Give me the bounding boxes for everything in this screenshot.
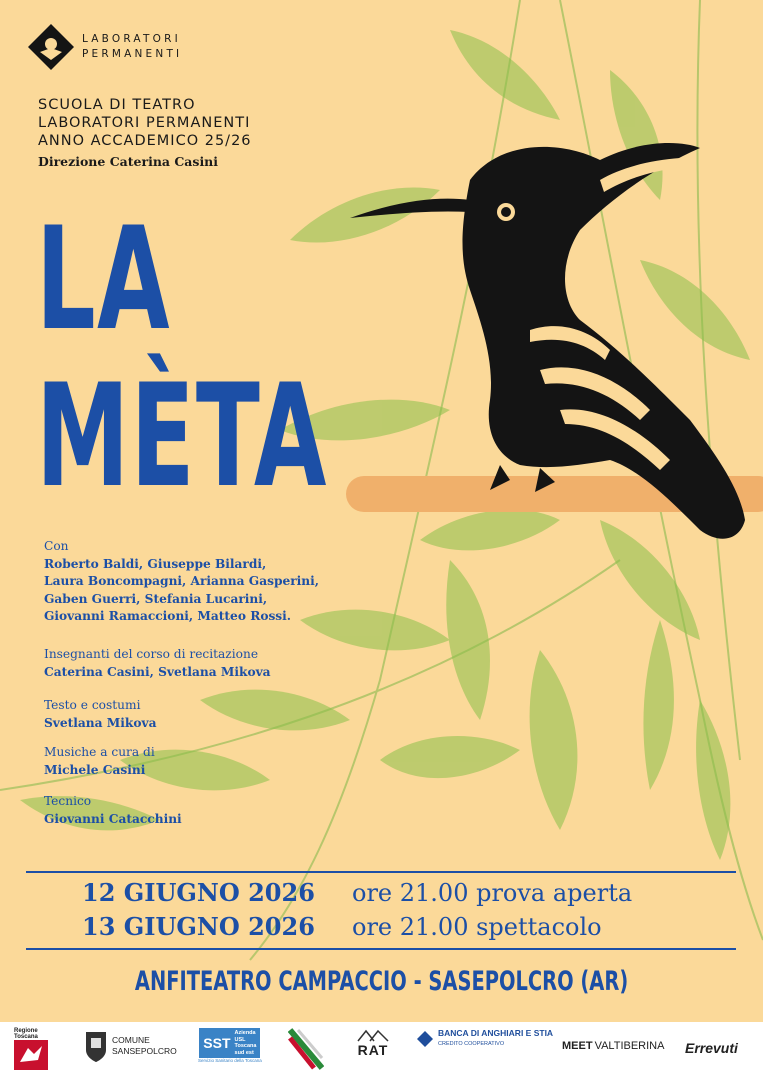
laboratori-permanenti-logo — [26, 22, 182, 72]
text-label: Testo e costumi — [44, 698, 141, 712]
date-row — [82, 910, 632, 944]
title-line-1: LA — [36, 197, 171, 362]
banca-anghiari-logo: BANCA DI ANGHIARI E STIA CREDITO COOPERATIVO — [416, 1028, 553, 1050]
comune-sansepolcro-logo: COMUNE SANSEPOLCRO — [84, 1028, 177, 1064]
regional-flag-logo — [288, 1028, 324, 1070]
venue-text: ANFITEATRO CAMPACCIO - SASEPOLCRO (AR) — [134, 966, 629, 997]
tech-label: Tecnico — [44, 794, 92, 808]
usl-toscana-logo: SST Azienda USL Toscana sud est Servizio Sanitario della Toscana — [198, 1030, 262, 1063]
music-label: Musiche a cura di — [44, 745, 155, 759]
cast-line-3: Gaben Guerri, Stefania Lucarini, — [44, 591, 268, 606]
logo-line-1: LABORATORI — [82, 33, 181, 45]
school-line-3: ANNO ACCADEMICO 25/26 — [38, 133, 252, 149]
city-crest-icon — [84, 1028, 108, 1064]
teachers-credits — [44, 646, 271, 681]
dates-block — [82, 876, 632, 944]
text-name: Svetlana Mikova — [44, 715, 157, 730]
date-row — [82, 876, 632, 910]
music-name: Michele Casini — [44, 762, 146, 777]
tech-name: Giovanni Catacchini — [44, 811, 182, 826]
teachers-names: Caterina Casini, Svetlana Mikova — [44, 664, 271, 679]
house-icon — [356, 1028, 390, 1042]
school-line-1: SCUOLA DI TEATRO — [38, 97, 196, 113]
cast-line-2: Laura Boncompagni, Arianna Gasperini, — [44, 574, 320, 588]
cast-credits — [44, 538, 319, 626]
logo-line-2: PERMANENTI — [82, 48, 183, 60]
cast-line-1: Roberto Baldi, Giuseppe Bilardi, — [44, 556, 267, 571]
cast-label: Con — [44, 539, 69, 553]
divider-bottom — [26, 948, 736, 950]
music-credits — [44, 744, 155, 779]
meet-valtiberina-logo: MEET VALTIBERINA — [562, 1040, 665, 1052]
sponsors-strip — [0, 1022, 763, 1080]
regione-toscana-logo: Regione Toscana — [14, 1028, 48, 1070]
date-2-info: ore 21.00 spettacolo — [352, 913, 602, 941]
text-credits — [44, 697, 156, 732]
teachers-label: Insegnanti del corso di recitazione — [44, 647, 259, 661]
date-1-info: ore 21.00 prova aperta — [352, 879, 633, 907]
school-line-2: LABORATORI PERMANENTI — [38, 115, 251, 131]
direction-text: Direzione Caterina Casini — [38, 154, 219, 169]
rat-logo: RAT — [356, 1028, 390, 1058]
errevuti-logo: Errevuti — [685, 1040, 738, 1056]
flag-icon — [288, 1028, 324, 1070]
title-line-2: MÈTA — [36, 354, 328, 519]
tech-credits — [44, 793, 182, 828]
diamond-logo-icon — [26, 22, 76, 72]
cast-line-4: Giovanni Ramaccioni, Matteo Rossi. — [44, 609, 292, 623]
date-1: 12 GIUGNO 2026 — [82, 878, 315, 907]
school-heading — [38, 96, 252, 150]
pegasus-icon — [14, 1040, 48, 1070]
bank-mark-icon — [416, 1030, 434, 1048]
divider-top — [26, 871, 736, 873]
date-2: 13 GIUGNO 2026 — [82, 912, 315, 941]
